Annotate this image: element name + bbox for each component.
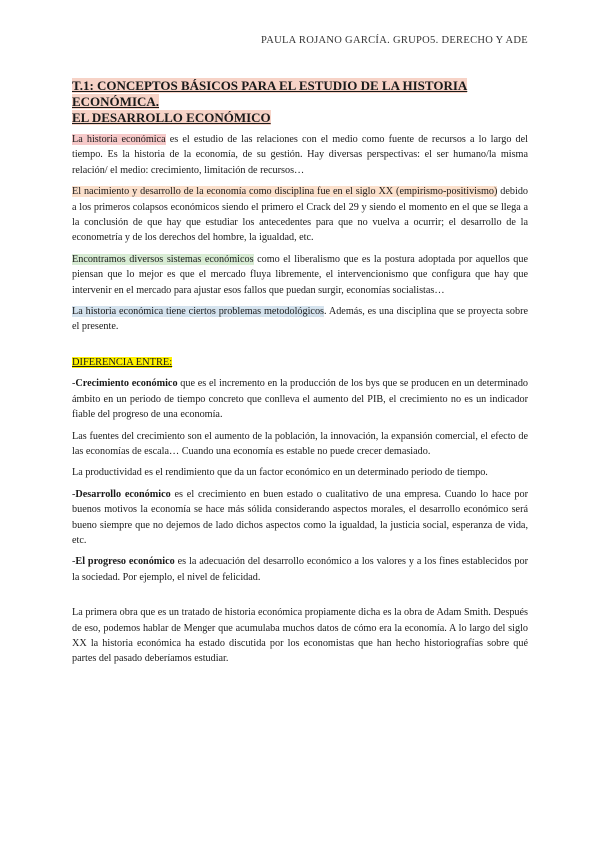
title-line-2: EL DESARROLLO ECONÓMICO xyxy=(72,110,271,125)
paragraph-text: es el estudio de las relaciones con el medio como fuente de recursos a lo largo del tiempo. Es la historia de la economía, de su gestión. Hay diversas perspectivas: el ser humano/la misma relación/ el medio: crecimiento, limitación de recursos… xyxy=(72,134,528,176)
dash: - xyxy=(72,556,76,568)
dash: - xyxy=(72,488,76,500)
term-desarrollo: Desarrollo económico xyxy=(75,488,171,500)
section-heading xyxy=(72,355,528,370)
paragraph-text: que es el incremento en la producción de los bys que se producen en un determinado ámbito en un periodo de tiempo concreto que conlleva el aumento del PIB, el crecimiento no es un indicador fiable del progreso de una economía. xyxy=(72,378,529,421)
highlight-historia-economica: La historia económica xyxy=(72,134,166,145)
paragraph-intro xyxy=(72,132,528,178)
paragraph-obras: La primera obra que es un tratado de historia económica propiamente dicha es la obra de Adam Smith. Después de eso, podemos hablar de Menger que acumulaba muchos datos de cómo era la economía. A lo largo del siglo XX la historia económica ha estado discutida por los economistas que han hecho historiografías sobre qué partes del pasado deberíamos estudiar. xyxy=(72,607,528,665)
term-crecimiento: Crecimiento económico xyxy=(75,378,178,390)
paragraph-text: es la adecuación del desarrollo económico a los valores y a los fines establecidos por la sociedad. Por ejemplo, el nivel de felicidad. xyxy=(72,556,528,583)
paragraph-text: como el liberalismo que es la postura adoptada por aquellos que piensan que lo mejor es que el mercado fluya libremente, el intervencionismo que configura que hay que intervenir en el mercado para ajustar esos fallos que puedan surgir, economías socialistas… xyxy=(72,253,528,296)
section-title: DIFERENCIA ENTRE: xyxy=(72,356,173,368)
page-header: PAULA ROJANO GARCÍA. GRUPO5. DERECHO Y ADE xyxy=(261,35,528,46)
title-line-1: T.1: CONCEPTOS BÁSICOS PARA EL ESTUDIO DE LA HISTORIA ECONÓMICA. xyxy=(72,78,468,109)
highlight-problemas: La historia económica tiene ciertos problemas metodológicos xyxy=(72,306,324,318)
highlight-sistemas: Encontramos diversos sistemas económicos xyxy=(72,253,254,265)
document-title xyxy=(72,78,542,126)
paragraph-text: debido a los primeros colapsos económicos siendo el primero el Crack del 29 y siendo el momento en el que se llega a la conclusión de que hay que estudiar los antecedentes para que no vuelva a ocurrir; el desarrollo de la econometría y de los derechos del hombre, la igualdad, etc. xyxy=(72,186,529,244)
paragraph-crecimiento xyxy=(72,376,528,422)
paragraph-sistemas xyxy=(72,252,528,298)
paragraph-text: . Además, es una disciplina que se proyecta sobre el presente. xyxy=(72,306,528,333)
term-progreso: El progreso económico xyxy=(75,556,175,568)
paragraph-problemas xyxy=(72,304,528,335)
document-body xyxy=(72,132,528,673)
spacer xyxy=(72,591,528,605)
highlight-nacimiento: El nacimiento y desarrollo de la economía como disciplina fue en el siglo XX (empirismo-positivismo) xyxy=(72,186,498,198)
paragraph-productividad: La productividad es el rendimiento que da un factor económico en un determinado periodo de tiempo. xyxy=(72,467,488,479)
paragraph-text: es el crecimiento en buen estado o cualitativo de una empresa. Cuando lo hace por buenos motivos la economía se hace más sólida considerando aspectos morales, el desarrollo económico será bueno siempre que no dejemos de lado dichos aspectos como la igualdad, la justicia social, esperanza de vida, etc. xyxy=(72,488,528,546)
paragraph-fuentes: Las fuentes del crecimiento son el aumento de la población, la innovación, la expansión comercial, el efecto de las economías de escala… Cuando una economía es estable no puede crecer demasiado. xyxy=(72,430,528,457)
dash: - xyxy=(72,378,76,390)
paragraph-progreso xyxy=(72,554,528,585)
paragraph-nacimiento xyxy=(72,184,528,246)
paragraph-desarrollo xyxy=(72,487,528,549)
